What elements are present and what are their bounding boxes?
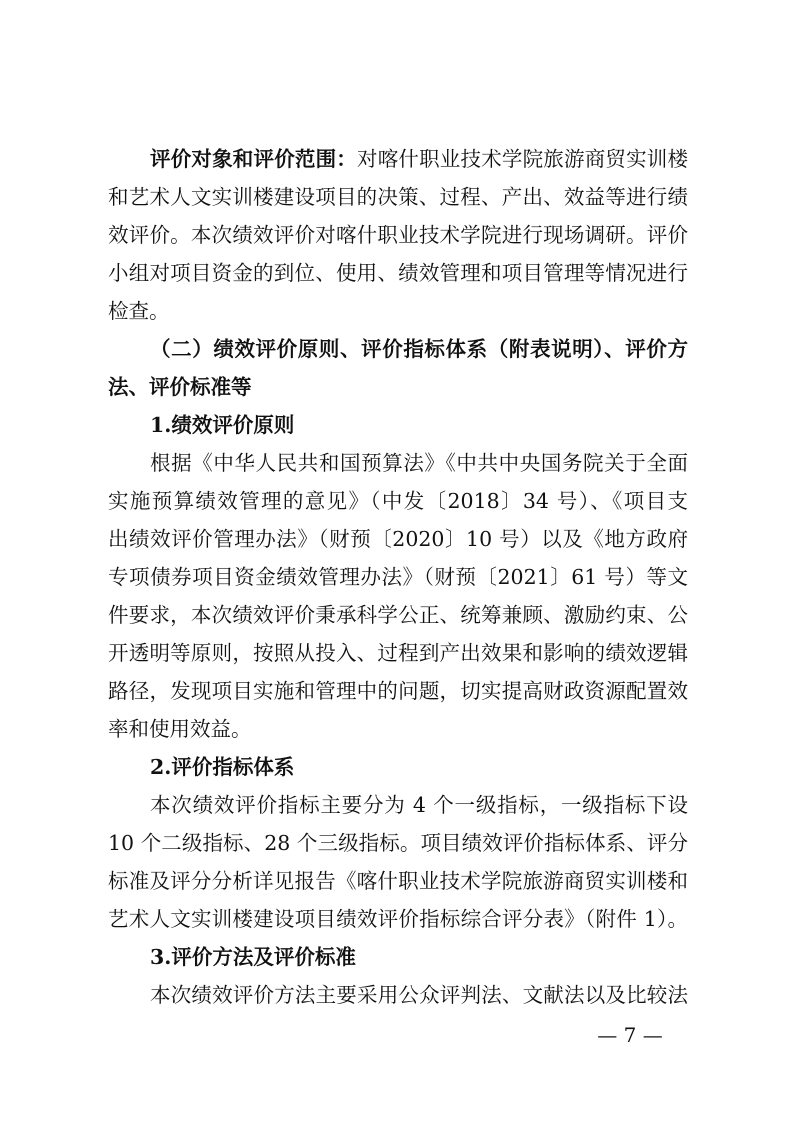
- indicators-heading: 2.评价指标体系: [150, 755, 295, 779]
- page-number: — 7 —: [597, 1023, 663, 1047]
- scope-label: 评价对象和评价范围：: [150, 147, 357, 171]
- indicators-line-4: 艺术人文实训楼建设项目绩效评价指标综合评分表》（附件 1）。: [108, 907, 688, 931]
- scope-paragraph-line-2: 和艺术人文实训楼建设项目的决策、过程、产出、效益等进行绩: [108, 185, 688, 209]
- principles-line-2: 实施预算绩效管理的意见》（中发〔2018〕34 号）、《项目支: [108, 489, 688, 513]
- principles-line-6: 开透明等原则，按照从投入、过程到产出效果和影响的绩效逻辑: [108, 641, 688, 665]
- principles-line-7: 路径，发现项目实施和管理中的问题，切实提高财政资源配置效: [108, 679, 688, 703]
- methods-line-1: 本次绩效评价方法主要采用公众评判法、文献法以及比较法: [150, 983, 688, 1007]
- indicators-line-3: 标准及评分分析详见报告《喀什职业技术学院旅游商贸实训楼和: [108, 869, 688, 893]
- section-2-heading-line-2: 法、评价标准等: [108, 375, 252, 399]
- scope-paragraph-line-5: 检查。: [108, 299, 170, 323]
- principles-line-5: 件要求，本次绩效评价秉承科学公正、统筹兼顾、激励约束、公: [108, 603, 688, 627]
- principles-line-4: 专项债券项目资金绩效管理办法》（财预〔2021〕61 号）等文: [108, 565, 688, 589]
- principles-line-8: 率和使用效益。: [108, 717, 252, 741]
- indicators-line-1: 本次绩效评价指标主要分为 4 个一级指标，一级指标下设: [150, 793, 688, 817]
- scope-paragraph-line-4: 小组对项目资金的到位、使用、绩效管理和项目管理等情况进行: [108, 261, 688, 285]
- scope-paragraph-line-3: 效评价。本次绩效评价对喀什职业技术学院进行现场调研。评价: [108, 223, 688, 247]
- methods-heading: 3.评价方法及评价标准: [150, 945, 356, 969]
- indicators-line-2: 10 个二级指标、28 个三级指标。项目绩效评价指标体系、评分: [108, 831, 688, 855]
- principles-heading: 1.绩效评价原则: [150, 413, 295, 437]
- section-2-heading-line-1: （二）绩效评价原则、评价指标体系（附表说明）、评价方: [150, 337, 688, 361]
- scope-text-1: 对喀什职业技术学院旅游商贸实训楼: [357, 147, 688, 171]
- principles-line-3: 出绩效评价管理办法》（财预〔2020〕10 号）以及《地方政府: [108, 527, 688, 551]
- scope-paragraph-line-1: [108, 140, 688, 178]
- principles-line-1: 根据《中华人民共和国预算法》《中共中央国务院关于全面: [150, 451, 688, 475]
